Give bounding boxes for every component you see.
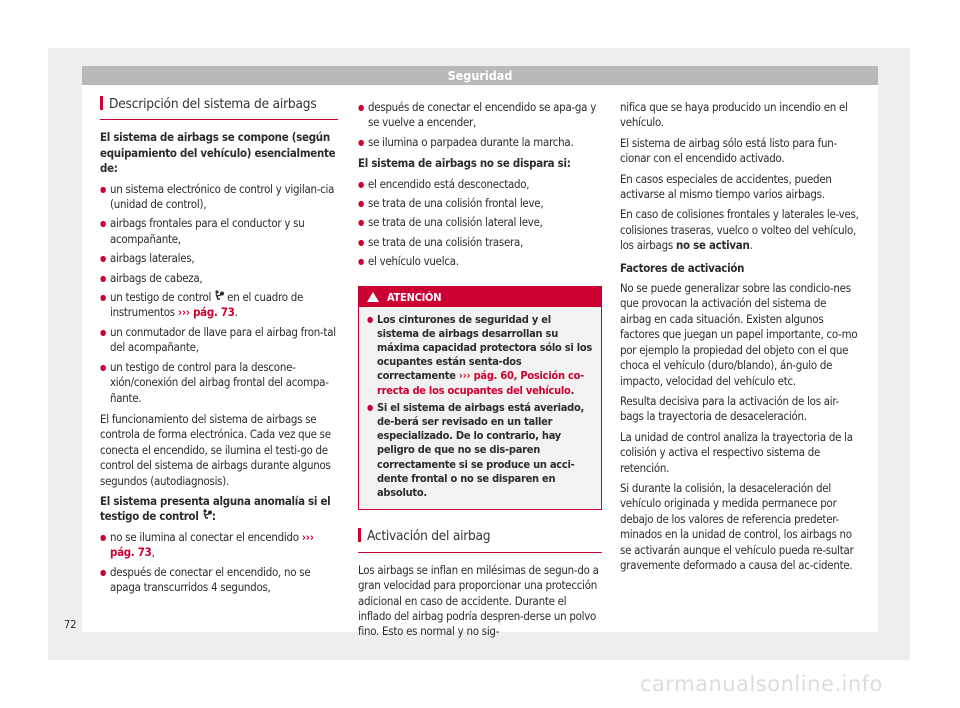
paragraph: Los airbags se inflan en milésimas de segun-do a gran velocidad para proporcionar una protección adicional en caso de accidente. Durante el inflado del airbag podría despren-derse un polvo fino. Esto es normal y no sig- xyxy=(358,562,599,639)
item-text: en el cuadro de instrumentos xyxy=(110,290,304,320)
anomaly-colon: : xyxy=(211,509,216,524)
paragraph: Resulta decisiva para la activación de los air-bags la trayectoria de desaceleración. xyxy=(620,393,840,424)
paragraph-text: En caso de colisiones frontales y laterales le-ves, colisiones traseras, vuelco o volteo del vehículo, los airbags xyxy=(620,207,859,253)
list-item: ● un testigo de control para la descone-xión/conexión del airbag frontal del acompa-ñante. xyxy=(100,360,338,406)
list-item: ● se trata de una colisión trasera, xyxy=(358,235,602,250)
paragraph: La unidad de control analiza la trayectoria de la colisión y activa el respectivo sistema de retención. xyxy=(620,429,853,475)
section-title xyxy=(100,96,338,120)
list-item: ● un conmutador de llave para el airbag fron-tal del acompañante, xyxy=(100,325,338,356)
list-item: ● después de conectar el encendido se apa-ga y se vuelve a encender, xyxy=(358,100,602,131)
warning-triangle-icon xyxy=(367,292,379,302)
warning-text: . xyxy=(570,383,575,397)
list-item: ● el vehículo vuelca. xyxy=(358,254,602,269)
paragraph: Si durante la colisión, la desaceleración del vehículo originada y medida permanece por debajo de los valores de referencia predeter-minados en la unidad de control, los airbags no se activarán aunque el vehículo pueda re-sultar gravemente deformado a causa del ac-cidente. xyxy=(620,480,854,572)
page-number: 72 xyxy=(64,618,77,631)
paragraph: El sistema de airbag sólo está listo para fun-cionar con el encendido activado. xyxy=(620,135,837,166)
list-item: ● airbags frontales para el conductor y su acompañante, xyxy=(100,216,338,247)
page-link[interactable]: ››› pág. 73 xyxy=(177,305,235,320)
anomaly-title xyxy=(100,494,338,525)
paragraph: No se puede generalizar sobre las condicio-nes que provocan la activación del sistema de airbag en cada situación. Existen algunos factores que juegan un papel importante, co-mo por ejemplo la propiedad del objeto con el que choca el vehículo (duro/blando), án-gulo de impacto, velocidad del vehículo etc. xyxy=(620,281,858,388)
warning-item: ● Si el sistema de airbags está averiado, de-berá ser revisado en un taller especializado. De lo contrario, hay peligro de que no se dis-paren correctamente si se produce un acci-dente frontal o no se disparen en absoluto. xyxy=(367,401,593,500)
column-1 xyxy=(100,96,338,599)
warning-label: ATENCIÓN xyxy=(387,290,442,304)
warning-box xyxy=(358,286,602,511)
intro-text: El sistema de airbags se compone (según equipamiento del vehículo) esencialmente de: xyxy=(100,130,336,176)
paragraph-text: . xyxy=(749,238,753,253)
airbag-warning-icon xyxy=(202,509,212,521)
list-item: ● se trata de una colisión lateral leve, xyxy=(358,215,602,230)
list-item: ● el encendido está desconectado, xyxy=(358,177,602,192)
page-header: Seguridad xyxy=(82,66,878,85)
list-item: ● se ilumina o parpadea durante la marcha. xyxy=(358,135,602,150)
warning-body xyxy=(359,307,601,510)
section-title xyxy=(358,528,602,552)
airbag-warning-icon xyxy=(214,290,224,302)
list-item xyxy=(100,530,338,561)
section-marker xyxy=(100,96,103,110)
paragraph-emphasis: no se activan xyxy=(675,238,750,253)
item-text: , xyxy=(151,545,155,560)
list-item: ● un sistema electrónico de control y vigilan-cia (unidad de control), xyxy=(100,182,338,213)
section-marker xyxy=(358,528,361,542)
paragraph: El funcionamiento del sistema de airbags se controla de forma electrónica. Cada vez que se conecta el encendido, se ilumina el testi-go de control del sistema de airbags durante algunos segundos (autodiagnosis). xyxy=(100,411,331,488)
paragraph: En casos especiales de accidentes, pueden activarse al mismo tiempo varios airbags. xyxy=(620,171,832,202)
page-link[interactable]: ››› pág. 60, Posición co-rrecta de los ocupantes del vehículo xyxy=(377,369,584,397)
list-item: ● airbags laterales, xyxy=(100,251,338,266)
column-2 xyxy=(358,100,602,645)
factors-title: Factores de activación xyxy=(620,260,745,275)
list-item: ● airbags de cabeza, xyxy=(100,271,338,286)
page-link[interactable]: ››› pág. 73 xyxy=(110,529,314,560)
no-fire-title: El sistema de airbags no se dispara si: xyxy=(358,156,571,171)
anomaly-text: El sistema presenta alguna anomalía si el testigo de control xyxy=(100,493,331,524)
item-text: no se ilumina al conectar el encendido xyxy=(110,529,299,544)
watermark: carmanualsonline.info xyxy=(640,672,883,696)
section-title-text: Descripción del sistema de airbags xyxy=(109,96,317,112)
column-3 xyxy=(620,100,860,578)
warning-item xyxy=(367,313,593,398)
paragraph xyxy=(620,207,860,253)
list-item: ● se trata de una colisión frontal leve, xyxy=(358,196,602,211)
warning-text: Los cinturones de seguridad y el sistema de airbags desarrollan su máxima capacidad protectora sólo si los ocupantes están senta-dos correctamente xyxy=(377,312,593,383)
manual-page xyxy=(82,66,878,639)
list-item: ● después de conectar el encendido, no se apaga transcurridos 4 segundos, xyxy=(100,565,338,596)
section-title-text: Activación del airbag xyxy=(367,528,491,545)
paragraph: nifica que se haya producido un incendio en el vehículo. xyxy=(620,100,848,130)
warning-header xyxy=(359,287,601,307)
item-text: un testigo de control xyxy=(110,290,212,305)
list-item: ● un testigo de control en el cuadro de instrumentos ››› pág. 73. xyxy=(100,290,338,321)
